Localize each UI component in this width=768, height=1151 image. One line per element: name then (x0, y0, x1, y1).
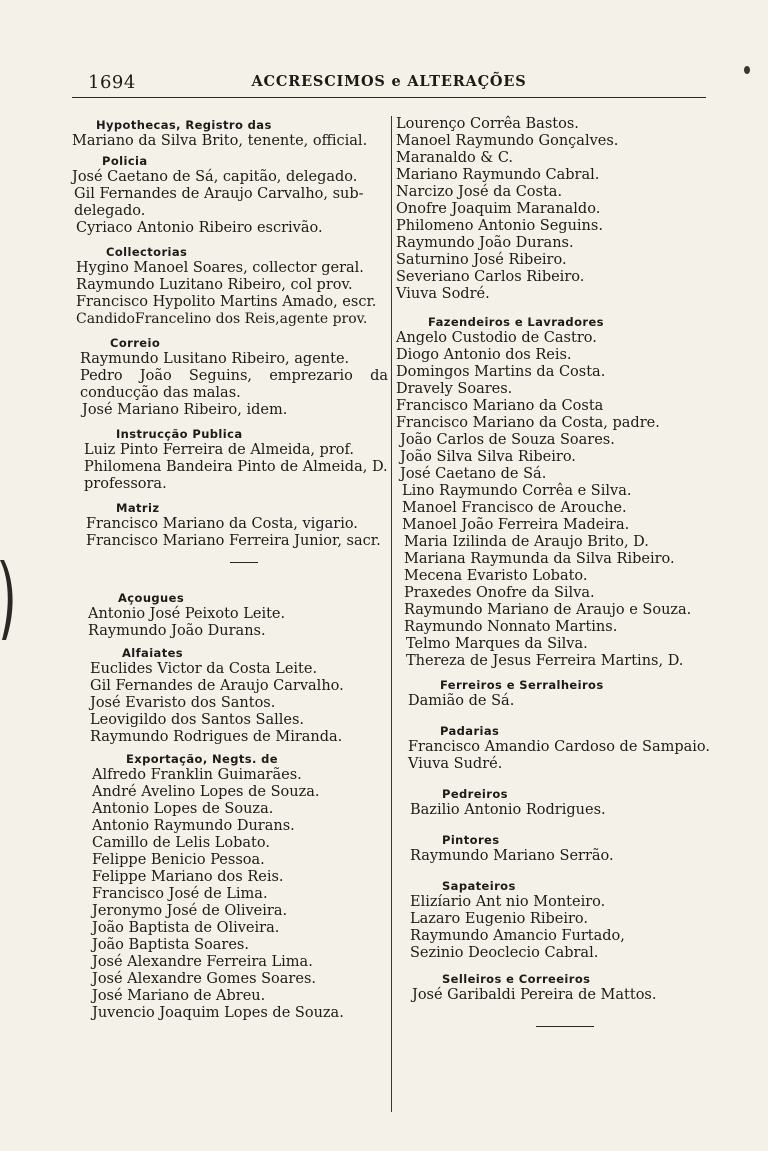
page-number: 1694 (88, 72, 136, 93)
entry: Maranaldo & C. (396, 150, 514, 166)
entry: Raymundo João Durans. (396, 235, 574, 251)
section-fazendeiros (396, 315, 708, 670)
section-heading: Alfaiates (122, 646, 184, 660)
entry: Francisco Mariano da Costa, padre. (396, 415, 660, 431)
entry: Luiz Pinto Ferreira de Almeida, prof. (84, 442, 354, 458)
entry: Telmo Marques da Silva. (406, 636, 588, 652)
entry: Antonio Lopes de Souza. (92, 801, 274, 817)
entry: Pedro João Seguins, emprezario da conducção das malas. (80, 368, 388, 401)
entry: Mariana Raymunda da Silva Ribeiro. (404, 551, 675, 567)
entry: Euclides Victor da Costa Leite. (90, 661, 318, 677)
column-divider (391, 116, 392, 1112)
entry: José Mariano de Abreu. (92, 988, 266, 1004)
entry: José Alexandre Ferreira Lima. (92, 954, 313, 970)
entry: Angelo Custodio de Castro. (396, 330, 597, 346)
entry: Francisco Mariano Ferreira Junior, sacr. (86, 533, 381, 549)
entry: Jeronymo José de Oliveira. (92, 903, 288, 919)
ink-spot-mark (744, 66, 750, 74)
entry: Manoel João Ferreira Madeira. (402, 517, 630, 533)
left-column (72, 116, 388, 1022)
entry: Bazilio Antonio Rodrigues. (410, 802, 606, 818)
entry: Antonio José Peixoto Leite. (88, 606, 286, 622)
entry: Maria Izilinda de Araujo Brito, D. (404, 534, 649, 550)
entry: Juvencio Joaquim Lopes de Souza. (92, 1005, 344, 1021)
entry: Dravely Soares. (396, 381, 513, 397)
section-matriz (72, 501, 388, 563)
section-heading: Exportação, Negts. de (126, 752, 278, 766)
section-separator (230, 562, 258, 563)
entry: João Baptista de Oliveira. (92, 920, 280, 936)
entry: Manoel Francisco de Arouche. (402, 500, 627, 516)
entry: Manoel Raymundo Gonçalves. (396, 133, 619, 149)
section-heading: Instrucção Publica (116, 427, 243, 441)
entry: Raymundo Rodrigues de Miranda. (90, 729, 343, 745)
entry: Francisco José de Lima. (92, 886, 268, 902)
section-hypothecas (72, 118, 388, 150)
section-correio (72, 336, 388, 419)
entry: João Silva Silva Ribeiro. (400, 449, 576, 465)
entry: Viuva Sodré. (396, 286, 490, 302)
entry: Damião de Sá. (408, 693, 515, 709)
section-acougues (72, 591, 388, 640)
section-collectorias (72, 245, 388, 328)
section-heading: Selleiros e Correeiros (442, 972, 591, 986)
entry: José Garibaldi Pereira de Mattos. (412, 987, 657, 1003)
entry: Felippe Mariano dos Reis. (92, 869, 284, 885)
entry: Praxedes Onofre da Silva. (404, 585, 595, 601)
entry: Sezinio Deoclecio Cabral. (410, 945, 599, 961)
section-padarias (396, 724, 711, 773)
entry: Mecena Evaristo Lobato. (404, 568, 588, 584)
section-heading: Matriz (116, 501, 160, 515)
binding-shadow-mark (0, 560, 22, 640)
section-instruccao (72, 427, 388, 493)
entry: Francisco Mariano da Costa, vigario. (86, 516, 358, 532)
entry: Hygino Manoel Soares, collector geral. (76, 260, 364, 276)
entry: Raymundo Nonnato Martins. (404, 619, 618, 635)
entry: Mariano Raymundo Cabral. (396, 167, 600, 183)
entry: Gil Fernandes de Araujo Carvalho. (90, 678, 344, 694)
section-heading: Sapateiros (442, 879, 516, 893)
entry: André Avelino Lopes de Souza. (92, 784, 320, 800)
entry: Raymundo Luzitano Ribeiro, col prov. (76, 277, 353, 293)
section-heading: Padarias (440, 724, 500, 738)
entry: Francisco Hypolito Martins Amado, escr. (76, 294, 377, 310)
end-separator (536, 1026, 594, 1027)
entry: José Evaristo dos Santos. (90, 695, 276, 711)
entry: Narcizo José da Costa. (396, 184, 563, 200)
running-title: ACCRESCIMOS e ALTERAÇÕES (251, 73, 527, 90)
section-heading: Açougues (118, 591, 185, 605)
entry: Raymundo Lusitano Ribeiro, agente. (80, 351, 350, 367)
entry: Raymundo Mariano Serrão. (410, 848, 614, 864)
entry: Gil Fernandes de Araujo Carvalho, sub-delegado. (74, 186, 364, 219)
entry: José Mariano Ribeiro, idem. (82, 402, 288, 418)
section-heading: Ferreiros e Serralheiros (440, 678, 604, 692)
entry: Lourenço Corrêa Bastos. (396, 116, 579, 132)
section-heading: Pedreiros (442, 787, 508, 801)
section-selleiros (396, 972, 708, 1027)
entry: Thereza de Jesus Ferreira Martins, D. (406, 653, 684, 669)
section-heading: Fazendeiros e Lavradores (428, 315, 604, 329)
header-rule (72, 97, 706, 98)
section-heading: Collectorias (106, 245, 188, 259)
entry: Domingos Martins da Costa. (396, 364, 606, 380)
entry: Leovigildo dos Santos Salles. (90, 712, 305, 728)
section-pintores (396, 833, 708, 865)
entry: Alfredo Franklin Guimarães. (92, 767, 302, 783)
section-ferreiros (396, 678, 708, 710)
entry: Viuva Sudré. (408, 756, 503, 772)
section-heading: Policia (102, 154, 148, 168)
section-exportacao (72, 752, 388, 1022)
entry: Elizíario Ant nio Monteiro. (410, 894, 606, 910)
entry: Felippe Benicio Pessoa. (92, 852, 265, 868)
section-heading: Correio (110, 336, 161, 350)
entry: Diogo Antonio dos Reis. (396, 347, 572, 363)
entry: José Caetano de Sá, capitão, delegado. (72, 169, 358, 185)
entry: Philomena Bandeira Pinto de Almeida, D. professora. (84, 459, 388, 492)
entry: João Carlos de Souza Soares. (400, 432, 615, 448)
entry: Lino Raymundo Corrêa e Silva. (402, 483, 632, 499)
entry: Antonio Raymundo Durans. (92, 818, 295, 834)
entry: João Baptista Soares. (92, 937, 249, 953)
section-policia (72, 154, 388, 237)
section-alfaiates (72, 646, 388, 746)
entry: Camillo de Lelis Lobato. (92, 835, 270, 851)
section-heading: Pintores (442, 833, 500, 847)
entry: Francisco Mariano da Costa (396, 398, 604, 414)
entry: Raymundo Mariano de Araujo e Souza. (404, 602, 692, 618)
entry: Onofre Joaquim Maranaldo. (396, 201, 601, 217)
section-pedreiros (396, 787, 708, 819)
entry: Mariano da Silva Brito, tenente, official. (72, 133, 368, 149)
section-continued (396, 116, 708, 303)
entry: Severiano Carlos Ribeiro. (396, 269, 585, 285)
entry: Francisco Amandio Cardoso de Sampaio. (408, 739, 711, 755)
entry: Raymundo João Durans. (88, 623, 266, 639)
entry: Saturnino José Ribeiro. (396, 252, 567, 268)
entry: Lazaro Eugenio Ribeiro. (410, 911, 589, 927)
section-heading: Hypothecas, Registro das (96, 118, 272, 132)
entry: Cyriaco Antonio Ribeiro escrivão. (76, 220, 323, 236)
entry: José Caetano de Sá. (400, 466, 547, 482)
page-header (72, 72, 706, 94)
entry: Raymundo Amancio Furtado, (410, 928, 625, 944)
entry: Philomeno Antonio Seguins. (396, 218, 603, 234)
right-column (396, 116, 711, 1027)
section-sapateiros (396, 879, 708, 962)
entry: José Alexandre Gomes Soares. (92, 971, 316, 987)
entry: CandidoFrancelino dos Reis,agente prov. (76, 311, 368, 327)
